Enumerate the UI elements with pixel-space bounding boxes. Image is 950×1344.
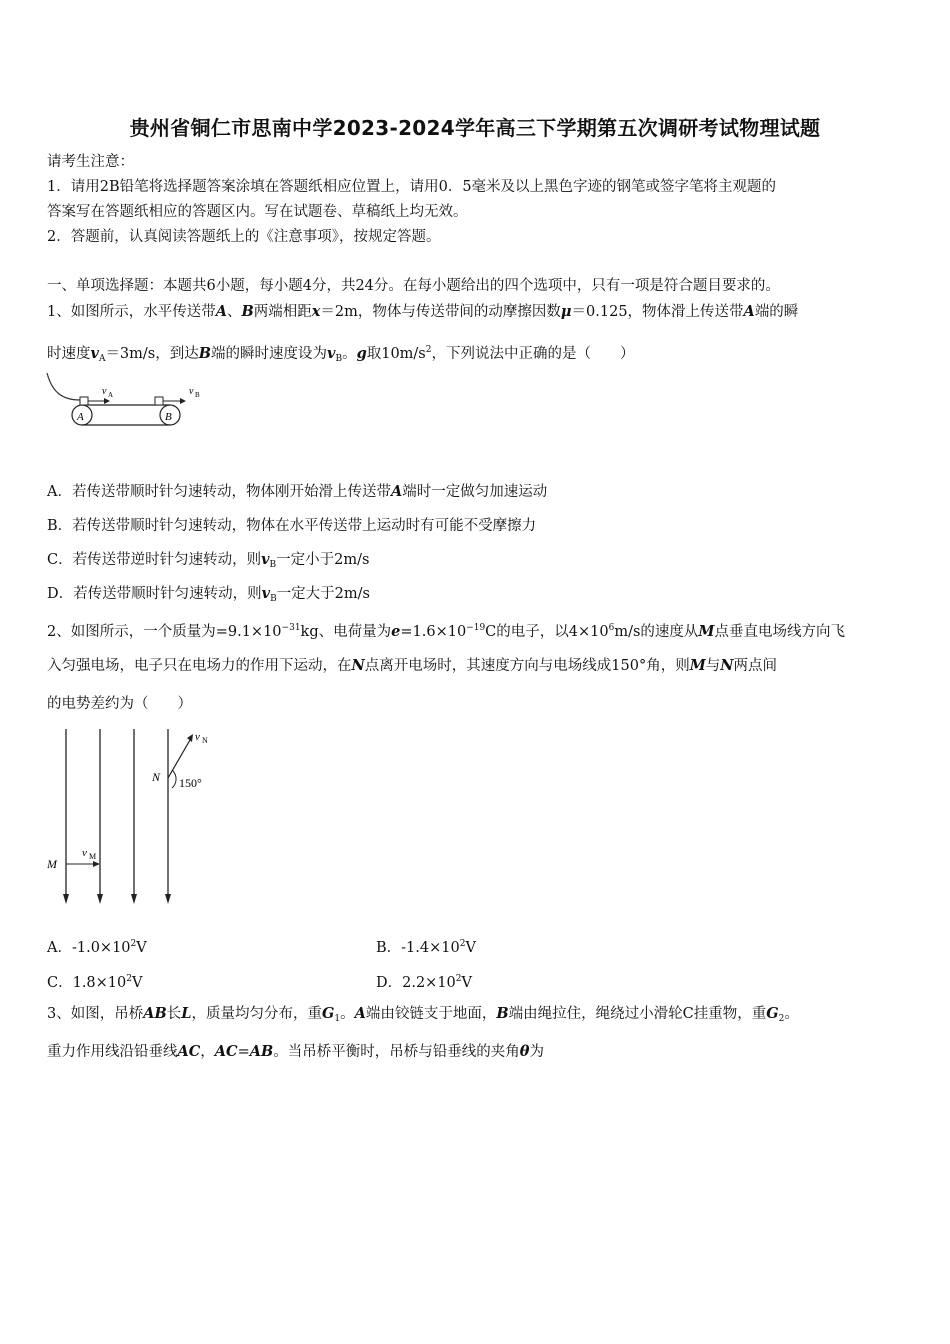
q2-line-2: 入匀强电场，电子只在电场力的作用下运动，在N点离开电场时，其速度方向与电场线成150°角，则M与N两点间 xyxy=(47,657,778,674)
q2-option-d: D．$2.2\times 10^2V$ xyxy=(376,974,473,991)
q2-line-3: 的电势差约为（ ） xyxy=(47,696,192,712)
q2-option-b: B．$-1.4\times 10^2V$ xyxy=(376,939,476,956)
svg-text:M: M xyxy=(47,857,57,871)
svg-text:v: v xyxy=(189,386,194,397)
q2-line-1: 2、如图所示，一个质量为$=9.1\times 10^{-31}kg$、电荷量为$e=1.6\times 10^{-19}C$的电子，以$4\times 10^6m/s$的速度从M点垂直电场线方向飞 xyxy=(47,623,845,640)
q1-option-d: D．若传送带顺时针匀速转动，则$v_B$一定大于2m/s xyxy=(47,585,370,604)
svg-text:N: N xyxy=(202,736,208,745)
svg-text:B: B xyxy=(195,391,200,399)
q1-option-c: C．若传送带逆时针匀速转动，则$v_B$一定小于2m/s xyxy=(47,551,370,570)
q1-option-a: A．若传送带顺时针匀速转动，物体刚开始滑上传送带A端时一定做匀加速运动 xyxy=(47,483,548,500)
notice-item-1-line-2: 答案写在答题纸相应的答题区内。写在试题卷、草稿纸上均无效。 xyxy=(47,204,468,220)
q1-line-2: 时速度$v_A=3m/s$，到达B端的瞬时速度设为$v_B$。g取$10m/s^2$，下列说法中正确的是（ ） xyxy=(47,345,635,364)
svg-text:A: A xyxy=(108,391,114,399)
svg-text:v: v xyxy=(195,731,200,743)
svg-text:B: B xyxy=(165,411,172,423)
conveyor-belt-diagram xyxy=(44,370,214,432)
svg-text:M: M xyxy=(89,852,97,861)
electric-field-diagram xyxy=(44,726,224,910)
page-title: 贵州省铜仁市思南中学2023-2024学年高三下学期第五次调研考试物理试题 xyxy=(129,116,821,140)
q2-option-c: C．$1.8\times 10^2V$ xyxy=(47,974,143,991)
q1-line-1: 1、如图所示，水平传送带A、B两端相距x＝2m，物体与传送带间的动摩擦因数μ＝0.125，物体滑上传送带A端的瞬 xyxy=(47,303,799,320)
svg-text:N: N xyxy=(152,770,161,784)
q1-option-b: B．若传送带顺时针匀速转动，物体在水平传送带上运动时有可能不受摩擦力 xyxy=(47,518,537,534)
block-b xyxy=(155,397,163,405)
q2-option-a: A．$-1.0\times 10^2V$ xyxy=(47,939,147,956)
notice-item-1-line-1: 1．请用2B铅笔将选择题答案涂填在答题纸相应位置上，请用0．5毫米及以上黑色字迹的钢笔或签字笔将主观题的 xyxy=(47,179,777,195)
block-a xyxy=(80,397,88,405)
section-1-heading: 一、单项选择题：本题共6小题，每小题4分，共24分。在每小题给出的四个选项中，只有一项是符合题目要求的。 xyxy=(47,278,780,294)
svg-text:A: A xyxy=(77,411,84,423)
svg-text:v: v xyxy=(82,847,87,859)
q3-line-1: 3、如图，吊桥AB长L，质量均匀分布，重$G_1$。A端由铰链支于地面，B端由绳拉住，绳绕过小滑轮C挂重物，重$G_2$。 xyxy=(47,1005,799,1024)
q3-line-2: 重力作用线沿铅垂线AC，AC=AB。当吊桥平衡时，吊桥与铅垂线的夹角θ为 xyxy=(47,1043,544,1060)
svg-text:v: v xyxy=(102,386,107,397)
notice-item-2: 2．答题前，认真阅读答题纸上的《注意事项》，按规定答题。 xyxy=(47,229,441,245)
notice-heading: 请考生注意： xyxy=(47,154,134,170)
svg-text:150°: 150° xyxy=(179,776,202,790)
